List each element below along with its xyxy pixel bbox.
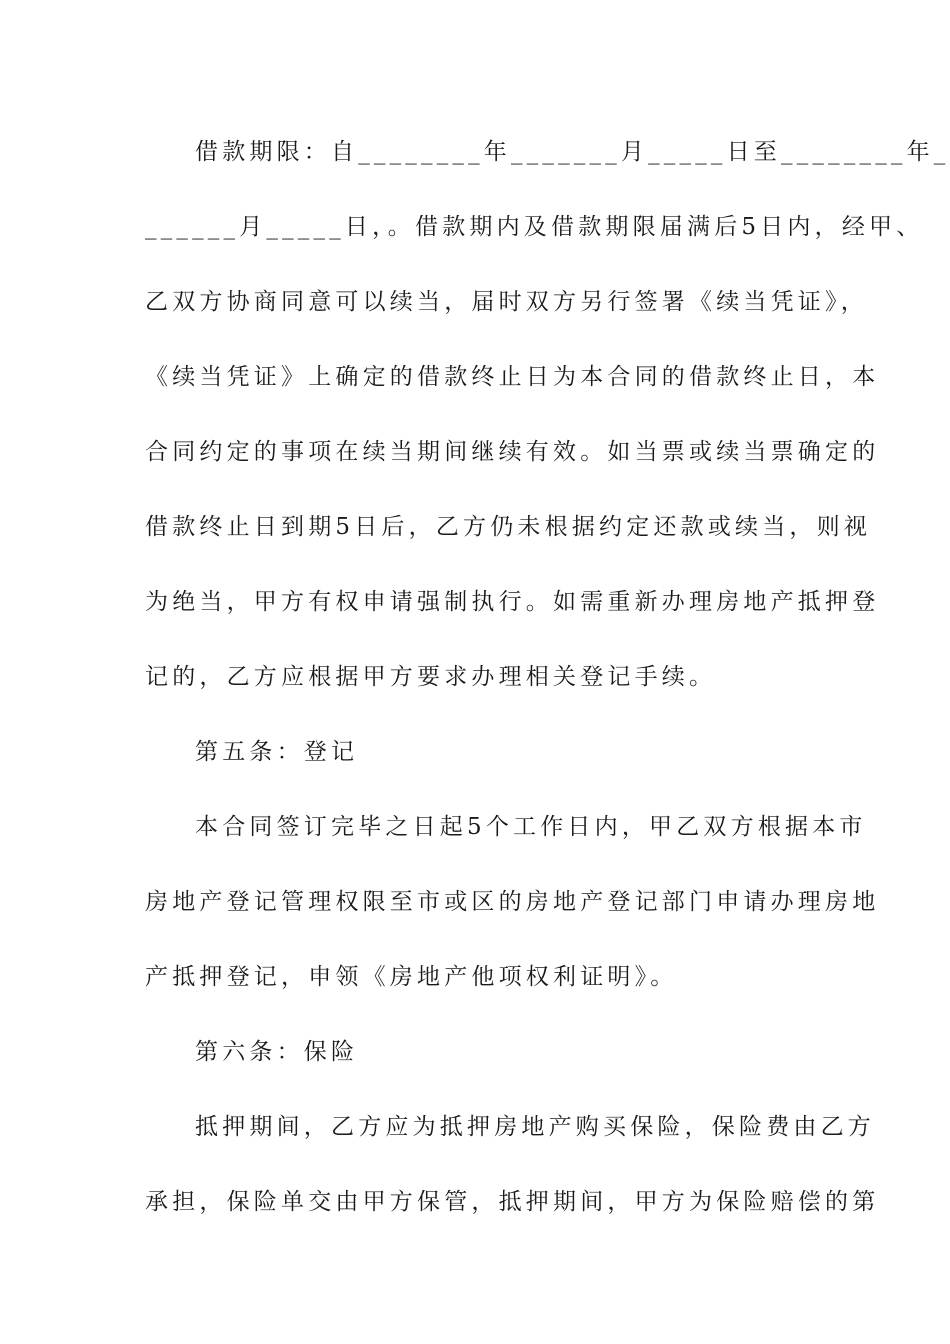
paragraph-line: 乙双方协商同意可以续当，届时双方另行签署《续当凭证》， xyxy=(145,289,868,315)
paragraph-line: 产抵押登记，申领《房地产他项权利证明》。 xyxy=(145,964,678,990)
paragraph-line: 《续当凭证》上确定的借款终止日为本合同的借款终止日，本 xyxy=(145,364,880,390)
section-heading: 第五条：登记 xyxy=(195,739,359,765)
paragraph-line: 合同约定的事项在续当期间继续有效。如当票或续当票确定的 xyxy=(145,439,880,465)
paragraph-line: 记的，乙方应根据甲方要求办理相关登记手续。 xyxy=(145,664,717,690)
paragraph-line: 承担，保险单交由甲方保管，抵押期间，甲方为保险赔偿的第 xyxy=(145,1189,880,1215)
paragraph-line: 借款终止日到期5日后，乙方仍未根据约定还款或续当，则视 xyxy=(145,514,872,540)
section-heading: 第六条：保险 xyxy=(195,1039,359,1065)
paragraph-line: 房地产登记管理权限至市或区的房地产登记部门申请办理房地 xyxy=(145,889,880,915)
paragraph-line: ______月_____日，。借款期内及借款期限届满后5日内，经甲、 xyxy=(145,214,924,240)
paragraph-line: 抵押期间，乙方应为抵押房地产购买保险，保险费由乙方 xyxy=(195,1114,875,1140)
paragraph-line: 为绝当，甲方有权申请强制执行。如需重新办理房地产抵押登 xyxy=(145,589,880,615)
paragraph-line: 本合同签订完毕之日起5个工作日内，甲乙双方根据本市 xyxy=(195,814,867,840)
paragraph-line: 借款期限：自________年_______月_____日至________年_ xyxy=(195,139,950,165)
